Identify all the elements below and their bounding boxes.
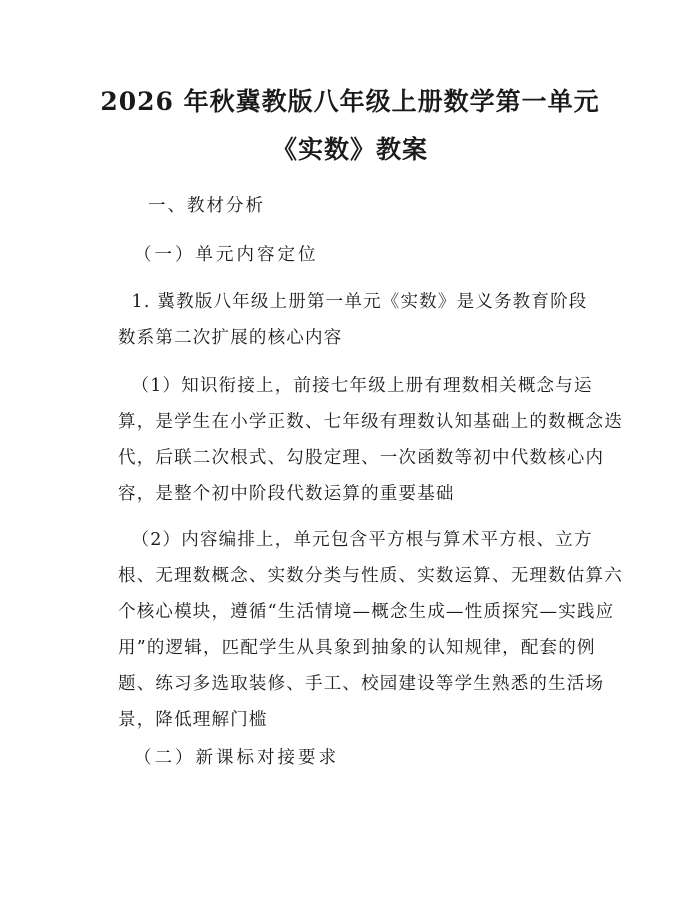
paragraph-line: 代，后联二次根式、勾股定理、一次函数等初中代数核心内 xyxy=(118,448,605,468)
paragraph-point-1-2 xyxy=(118,522,623,738)
paragraph-line: 1. 冀教版八年级上册第一单元《实数》是义务教育阶段 xyxy=(118,292,588,312)
paragraph-line: 题、练习多选取装修、手工、校园建设等学生熟悉的生活场 xyxy=(118,674,605,694)
paragraph-line: 个核心模块，遵循“生活情境—概念生成—性质探究—实践应 xyxy=(118,602,615,622)
subsection-heading-curriculum: （二）新课标对接要求 xyxy=(134,748,339,768)
paragraph-line: 景，降低理解门槛 xyxy=(118,710,268,730)
section-heading-analysis: 一、教材分析 xyxy=(148,196,265,216)
document-title-line-2: 《实数》教案 xyxy=(271,135,428,164)
subsection-heading-positioning: （一）单元内容定位 xyxy=(134,245,319,265)
paragraph-point-1-1 xyxy=(118,368,623,512)
paragraph-line: 算，是学生在小学正数、七年级有理数认知基础上的数概念迭 xyxy=(118,412,623,432)
paragraph-line: 用”的逻辑，匹配学生从具象到抽象的认知规律，配套的例 xyxy=(118,638,596,658)
paragraph-line: 根、无理数概念、实数分类与性质、实数运算、无理数估算六 xyxy=(118,566,623,586)
paragraph-line: 容，是整个初中阶段代数运算的重要基础 xyxy=(118,484,455,504)
paragraph-line: 数系第二次扩展的核心内容 xyxy=(118,328,343,348)
paragraph-point-1 xyxy=(118,284,588,356)
paragraph-line: （2）内容编排上，单元包含平方根与算术平方根、立方 xyxy=(118,530,593,550)
paragraph-line: （1）知识衔接上，前接七年级上册有理数相关概念与运 xyxy=(118,376,593,396)
document-title-line-1: 2026 年秋冀教版八年级上册数学第一单元 xyxy=(100,87,600,116)
